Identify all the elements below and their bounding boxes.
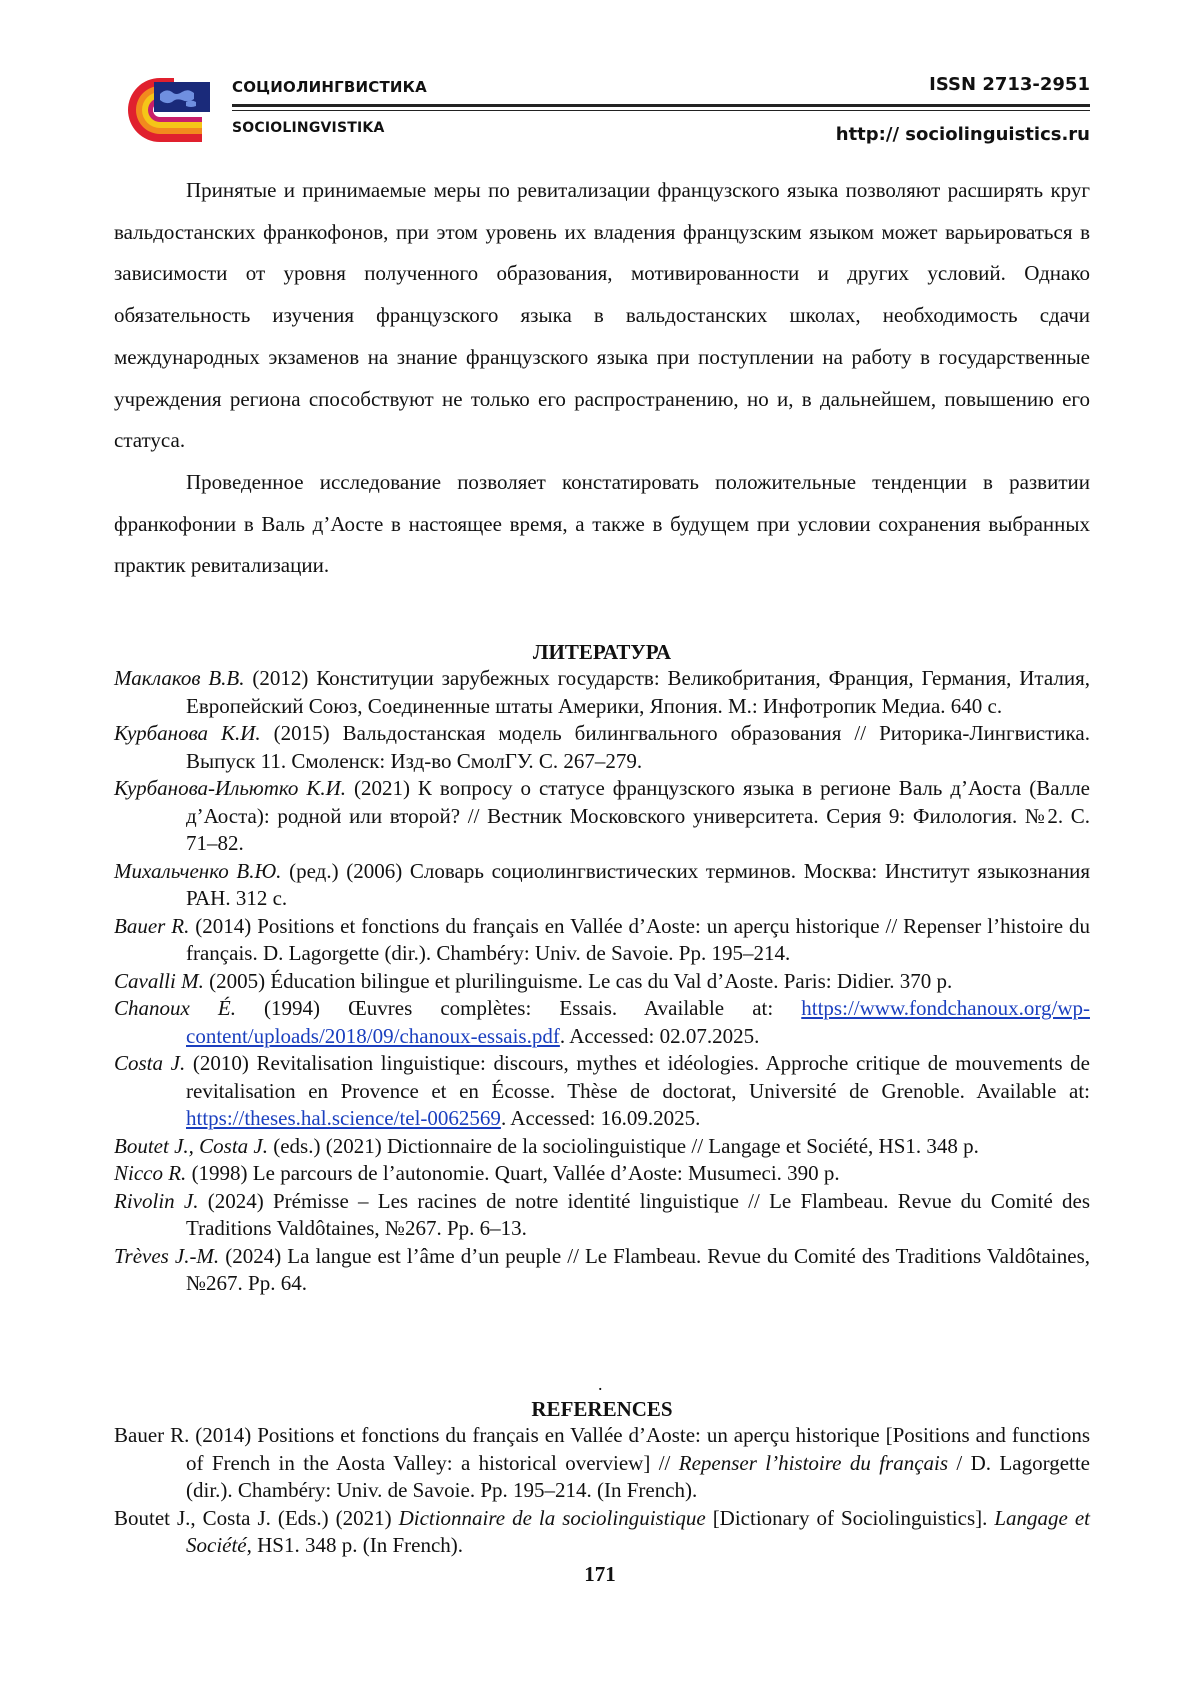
ref-text: Boutet J., Costa J. (Eds.) (2021) — [114, 1505, 399, 1530]
reference-item — [114, 968, 1090, 996]
reference-item — [114, 1188, 1090, 1243]
page-number: 171 — [584, 1562, 616, 1586]
journal-logo — [114, 72, 214, 148]
reference-item — [114, 665, 1090, 720]
ref-author: Cavalli M. — [114, 968, 204, 993]
ref-author: Bauer R. — [114, 913, 190, 938]
literature-title: ЛИТЕРАТУРА — [532, 640, 672, 664]
ref-text: Bauer R. (2014) Positions et fonctions du français en Vallée d’Aoste: un aperçu historique [Positions and functions of French in the Aosta Valley: a historical overview] // — [114, 1423, 1090, 1475]
ref-author: Chanoux É. — [114, 996, 236, 1020]
separator-dot: . — [598, 1374, 603, 1394]
reference-item — [114, 858, 1090, 913]
reference-item — [114, 1243, 1090, 1298]
ref-text: [Dictionary of Sociolinguistics]. — [705, 1505, 995, 1530]
ref-text: (2005) Éducation bilingue et plurilinguisme. Le cas du Val d’Aoste. Paris: Didier. 370 p. — [203, 968, 953, 993]
reference-item — [114, 1160, 1090, 1188]
ref-author: Nicco R. — [114, 1161, 187, 1185]
reference-item — [114, 913, 1090, 968]
ref-author: Маклаков В.В. — [114, 666, 245, 690]
body-paragraph: Принятые и принимаемые меры по ревитализации французского языка позволяют расширять круг вальдостанских франкофонов, при этом уровень их владения французским языком может варьироваться в зависимости от уровня полученного образования, мотивированности и других условий. Однако обязательность изучения французского языка в вальдостанских школах, необходимость сдачи международных экзаменов на знание французского языка при поступлении на работу в государственные учреждения региона способствуют не только его распространению, но и, в дальнейшем, повышению его статуса. — [114, 178, 1090, 453]
literature-section — [114, 640, 1090, 1298]
ref-text: (1998) Le parcours de l’autonomie. Quart, Vallée d’Aoste: Musumeci. 390 p. — [186, 1161, 840, 1185]
header-rule — [232, 104, 1090, 107]
ref-text: (2015) Вальдостанская модель билингвального образования // Риторика-Лингвистика. Выпуск 11. Смоленск: Изд-во СмолГУ. С. 267–279. — [186, 721, 1091, 773]
ref-text-after: . Accessed: 16.09.2025. — [500, 1106, 701, 1130]
reference-item — [114, 995, 1090, 1050]
ref-text: / D. Lagorgette (dir.). Chambéry: Univ. de Savoie. Pp. 195–214. (In French). — [186, 1450, 1091, 1502]
ref-author: Rivolin J. — [114, 1188, 199, 1213]
reference-item — [114, 1050, 1090, 1133]
reference-item — [114, 775, 1090, 858]
ref-author: Михальченко В.Ю. — [114, 858, 282, 883]
header-rule-thin — [232, 110, 1090, 111]
reference-item — [114, 720, 1090, 775]
ref-text: (2024) Prémisse – Les racines de notre identité linguistique // Le Flambeau. Revue du Comité des Traditions Valdôtaines, №267. Pp. 6–13. — [186, 1188, 1091, 1240]
ref-text: (2010) Revitalisation linguistique: discours, mythes et idéologies. Approche critique de mouvements de revitalisation en Provence et en Écosse. Thèse de doctorat, Université de Grenoble. Available at: — [185, 1051, 1090, 1103]
ref-text: (ред.) (2006) Словарь социолингвистических терминов. Москва: Институт языкознания РАН. 312 с. — [186, 858, 1090, 910]
journal-title-en: SOCIOLINGVISTIKA — [232, 120, 385, 136]
ref-text: (2014) Positions et fonctions du français en Vallée d’Aoste: un aperçu historique // Repenser l’histoire du français. D. Lagorgette (dir.). Chambéry: Univ. de Savoie. Pp. 195–214. — [186, 913, 1090, 965]
ref-author: Boutet J., Costa J. — [114, 1133, 268, 1158]
reference-item — [114, 1422, 1090, 1505]
ref-text-after: . Accessed: 02.07.2025. — [559, 1023, 760, 1048]
ref-link[interactable]: https://theses.hal.science/tel-0062569 — [186, 1106, 501, 1130]
ref-link[interactable]: https://www.fondchanoux.org/wp-content/uploads/2018/09/chanoux-essais.pdf — [186, 996, 1090, 1048]
reference-item — [114, 1505, 1090, 1560]
journal-url: http:// sociolinguistics.ru — [835, 124, 1090, 145]
ref-text: (2021) К вопросу о статусе французского языка в регионе Валь д’Аоста (Валле д’Аоста): родной или второй? // Вестник Московского университета. Серия 9: Филология. №2. С. 71–82. — [186, 776, 1090, 855]
ref-italic-title: Dictionnaire de la sociolinguistique — [398, 1505, 706, 1530]
ref-author: Trèves J.-M. — [114, 1243, 220, 1268]
ref-author: Costa J. — [114, 1051, 186, 1075]
journal-title-ru: СОЦИОЛИНГВИСТИКА — [232, 78, 427, 96]
ref-text: , HS1. 348 p. (In French). — [246, 1533, 464, 1557]
ref-text: (2012) Конституции зарубежных государств: Великобритания, Франция, Германия, Италия, Европейский Союз, Соединенные штаты Америки, Япония. М.: Инфотропик Медиа. 640 с. — [186, 666, 1090, 718]
page-header — [114, 72, 1090, 152]
ref-italic-title: Repenser l’histoire du français — [678, 1450, 949, 1475]
issn: ISSN 2713-2951 — [929, 74, 1090, 95]
references-section — [114, 1397, 1090, 1560]
references-title: REFERENCES — [531, 1397, 673, 1421]
ref-text: (2024) La langue est l’âme d’un peuple // Le Flambeau. Revue du Comité des Traditions Valdôtaines, №267. Pp. 64. — [186, 1243, 1091, 1295]
ref-text: (1994) Œuvres complètes: Essais. Available at: — [235, 996, 802, 1020]
reference-item — [114, 1133, 1090, 1161]
ref-author: Курбанова К.И. — [114, 721, 261, 745]
ref-author: Курбанова-Ильютко К.И. — [114, 776, 346, 800]
ref-italic-journal: Langage et Société — [186, 1505, 1090, 1557]
article-body — [114, 170, 1090, 587]
body-paragraph: Проведенное исследование позволяет констатировать положительные тенденции в развитии франкофонии в Валь д’Аосте в настоящее время, а также в будущем при условии сохранения выбранных практик ревитализации. — [114, 469, 1090, 578]
ref-text: (eds.) (2021) Dictionnaire de la sociolinguistique // Langage et Société, HS1. 348 p. — [267, 1133, 979, 1158]
